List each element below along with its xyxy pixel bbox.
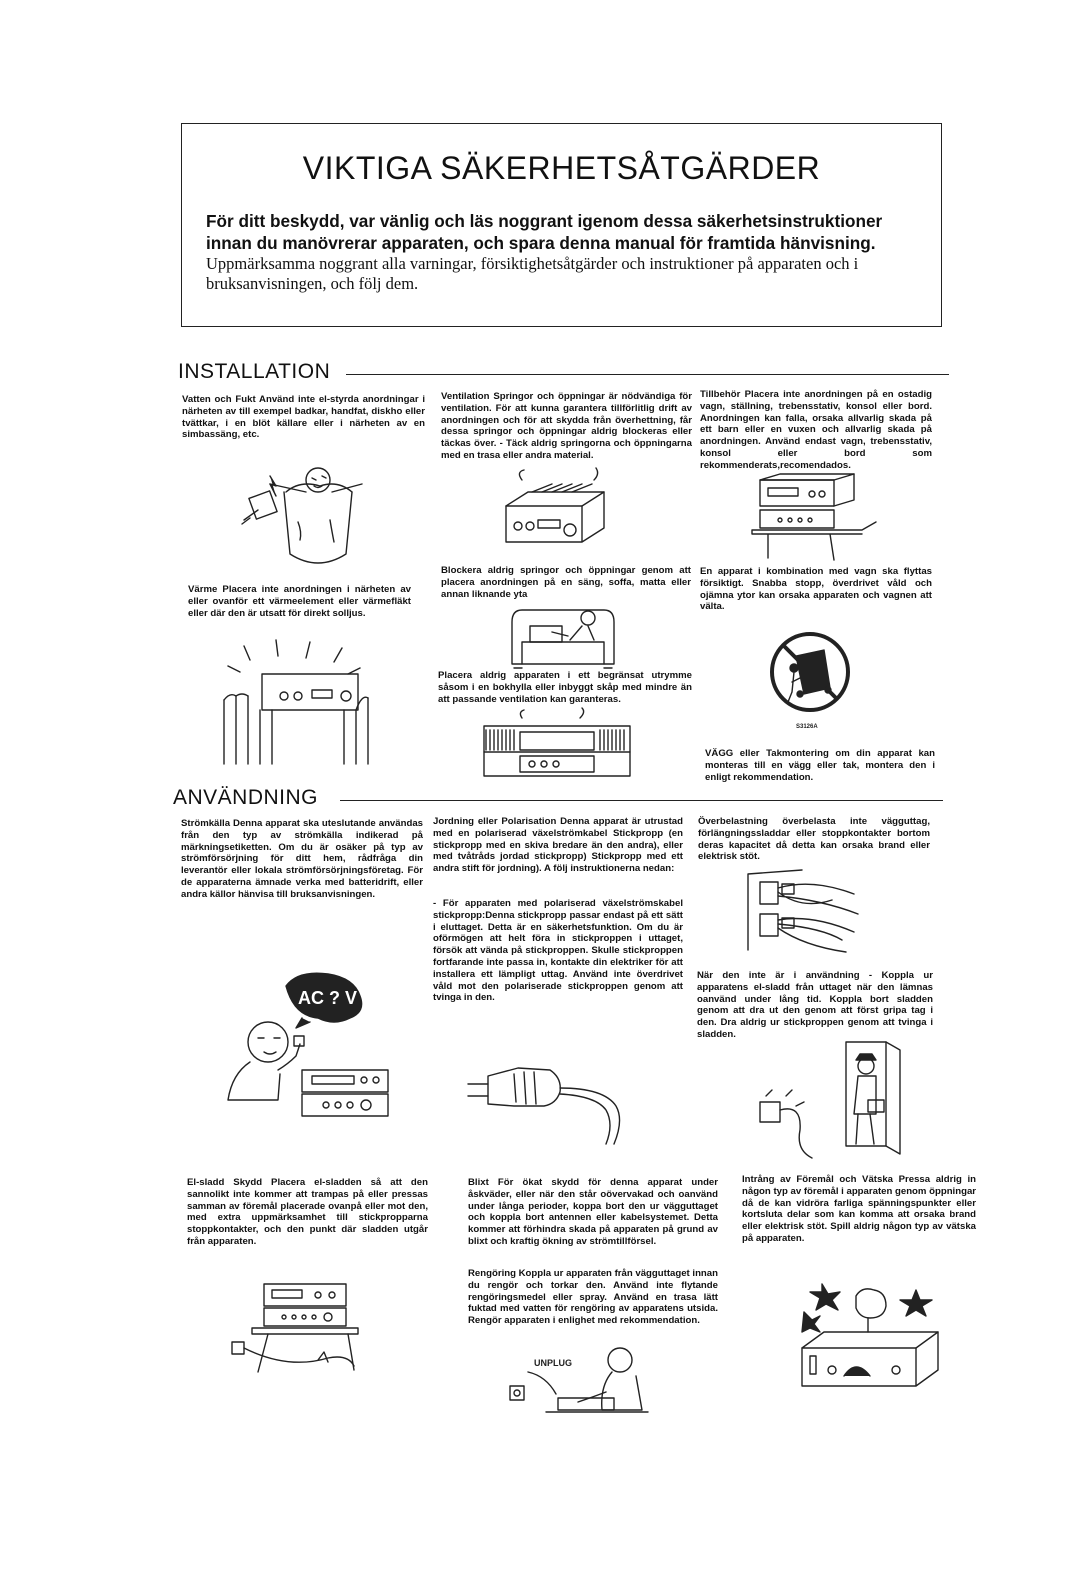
water-moisture-text: Vatten och Fukt Använd inte el-styrda anordningar i närheten av till exempel badkar, handfat, diskho eller tvättkar, i en blöt källare eller i närheten av en simbassäng, etc. [182, 394, 425, 441]
bookshelf-illustration [482, 716, 632, 778]
bathtub-illustration [240, 462, 370, 577]
installation-heading: INSTALLATION [178, 360, 331, 383]
enclosed-space-text: Placera aldrig apparaten i ett begränsat utrymme såsom i en bokhylla eller inbyggt skåp med mindre än att passande ventilation kan garanteras. [438, 670, 692, 705]
object-liquid-text: Intrång av Föremål och Vätska Pressa aldrig in någon typ av föremål i apparaten genom öppningar då de kan vidröra farliga spänningspunkter eller kortsluta delar som kan komma att orsaka brand eller elektrisk stöt. Spill aldrig någon typ av vätska på apparaten. [742, 1174, 977, 1244]
stereo-cart-illustration [750, 474, 880, 560]
cleaning-text: Rengöring Koppla ur apparaten från vägguttaget innan du rengör och torkar den. Använd inte flytande rengöringsmedel eller spray. Använd en trasa lätt fuktad med vatten för rengöring av apparatens utsida. Rengör apparaten i enlighet med rekommendation. [468, 1268, 718, 1327]
lightning-text: Blixt För ökat skydd för denna apparat under åskväder, eller när den står oövervakad och oanvänd under långa perioder, koppa bort den ur vägguttaget och koppla bort antennen eller kabelsystemet. Detta kommer att förhindra skada på apparaten på grund av blixt och kraftig ökning av strömtillförsel. [468, 1177, 718, 1247]
polarized-plug-illustration [464, 1048, 634, 1148]
page-title: VIKTIGA SÄKERHETSÅTGÄRDER [302, 150, 821, 186]
power-question-illustration [218, 966, 408, 1130]
intro-serif-text: Uppmärksamma noggrant alla varningar, försiktighetsåtgärder och instruktioner på apparaten och i bruksanvisningen, och följ dem. [206, 254, 859, 293]
heat-text: Värme Placera inte anordningen i närheten av eller ovanför ett värmeelement eller värmefläkt eller där den är utsatt för direkt solljus. [188, 584, 411, 619]
heater-illustration [214, 638, 382, 768]
usage-rule [340, 800, 943, 801]
cleaning-illustration [506, 1336, 656, 1432]
unused-unplug-text: När den inte är i användning - Koppla ur apparatens el-sladd från uttaget när den lämnas oanvänd under lång tid. Koppla bort sladden genom att dra ut den genom att först gripa tag i den. Dra aldrig ur stickproppen genom att tvinga i sladden. [697, 970, 933, 1040]
cord-table-illustration [228, 1280, 378, 1376]
voltage-question-bubble: AC ? V [298, 988, 358, 1008]
power-source-text: Strömkälla Denna apparat ska uteslutande användas från den typ av strömkälla indikerad på märkningsetiketten. Om du är osäker på typ av strömförsörjning för ditt hem, rådfråga din leverantör eller lokala strömförsörjningsföretag. För de apparaterna ämnade verka med batteridrift, eller andra källor hänvisa till bruksanvisningen. [181, 818, 423, 900]
block-openings-text: Blockera aldrig springor och öppningar genom att placera anordningen på en säng, soffa, matta eller annan liknande yta [441, 565, 691, 600]
cart-warning-label: S3126A [796, 724, 818, 730]
grounding-text: Jordning eller Polarisation Denna apparat är utrustad med en polariserad växelströmkabel Stickpropp (en stickpropp med en skiva bredare än den andra), eller med tvåtråds jordad stickpropp) Stickpropp med ett andra stift för jordning). A följ instruktionerna nedan: [433, 816, 683, 875]
installation-rule [346, 374, 949, 375]
ventilation-text: Ventilation Springor och öppningar är nödvändiga för ventilation. För att kunna garantera tillförlitlig drift av anordningen och för att skydda från överhettning, får dessa springor och öppningar aldrig blockeras eller täckas över. - Täck aldrig springorna och öppningarna med en trasa eller andra material. [441, 391, 692, 461]
sofa-illustration [508, 592, 618, 674]
amplifier-illustration [502, 476, 612, 556]
accessories-text: Tillbehör Placera inte anordningen på en ostadig vagn, ställning, trebensstativ, konsol eller bord. Anordningen kan falla, orsaka allvarlig skada på ett barn eller en vuxen och allvarlig skada på anordningen. Använd endast vagn, trebensstativ, konsol eller bord som rekommenderats,recomendados. [700, 389, 932, 471]
object-liquid-illustration [798, 1282, 948, 1390]
cord-protection-text: El-sladd Skydd Placera el-sladden så att den sannolikt inte kommer att trampas på eller pressas samman av föremål placerade ovanpå eller mot den, med extra uppmärksamhet till stickpropparna stoppkontakter, och den punkt där sladden utgår från apparaten. [187, 1177, 428, 1247]
cart-warning-icon [770, 630, 854, 734]
cart-move-text: En apparat i kombination med vagn ska flyttas försiktigt. Snabba stopp, överdrivet våld och ojämna ytor kan orsaka apparaten och vagnen att välta. [700, 566, 932, 613]
leaving-unplug-illustration [752, 1040, 932, 1160]
polarized-plug-text: - För apparaten med polariserad växelströmskabel stickpropp:Denna stickpropp passar endast på ett sätt i eluttaget. Detta är en säkerhetsfunktion. Om du är oförmögen att helt föra in stickproppen i uttaget, försök att vända på stickproppen. Skulle stickproppen fortfarande inte passa in, kontakte din elektriker för att installera ett lämpligt uttag. Använd inte överdrivet våld mot den polariserade stickproppen genom att tvinga in den. [433, 898, 683, 1004]
intro-bold-text: För ditt beskydd, var vänlig och läs noggrant igenom dessa säkerhetsinstruktioner innan du manövrerar apparaten, och spara denna manual för framtida hänvisning. [206, 211, 883, 253]
overload-text: Överbelastning överbelasta inte vägguttag, förlängningssladdar eller stoppkontakter bortom deras kapacitet då detta kan orsaka brand eller elektrisk stöt. [698, 816, 930, 863]
overloaded-outlet-illustration [742, 870, 862, 956]
usage-heading: ANVÄNDNING [173, 786, 319, 809]
unplug-label: UNPLUG [534, 1358, 572, 1368]
wall-mount-text: VÄGG eller Takmontering om din apparat kan monteras till en vägg eller tak, montera den i enligt rekommendation. [705, 748, 935, 783]
